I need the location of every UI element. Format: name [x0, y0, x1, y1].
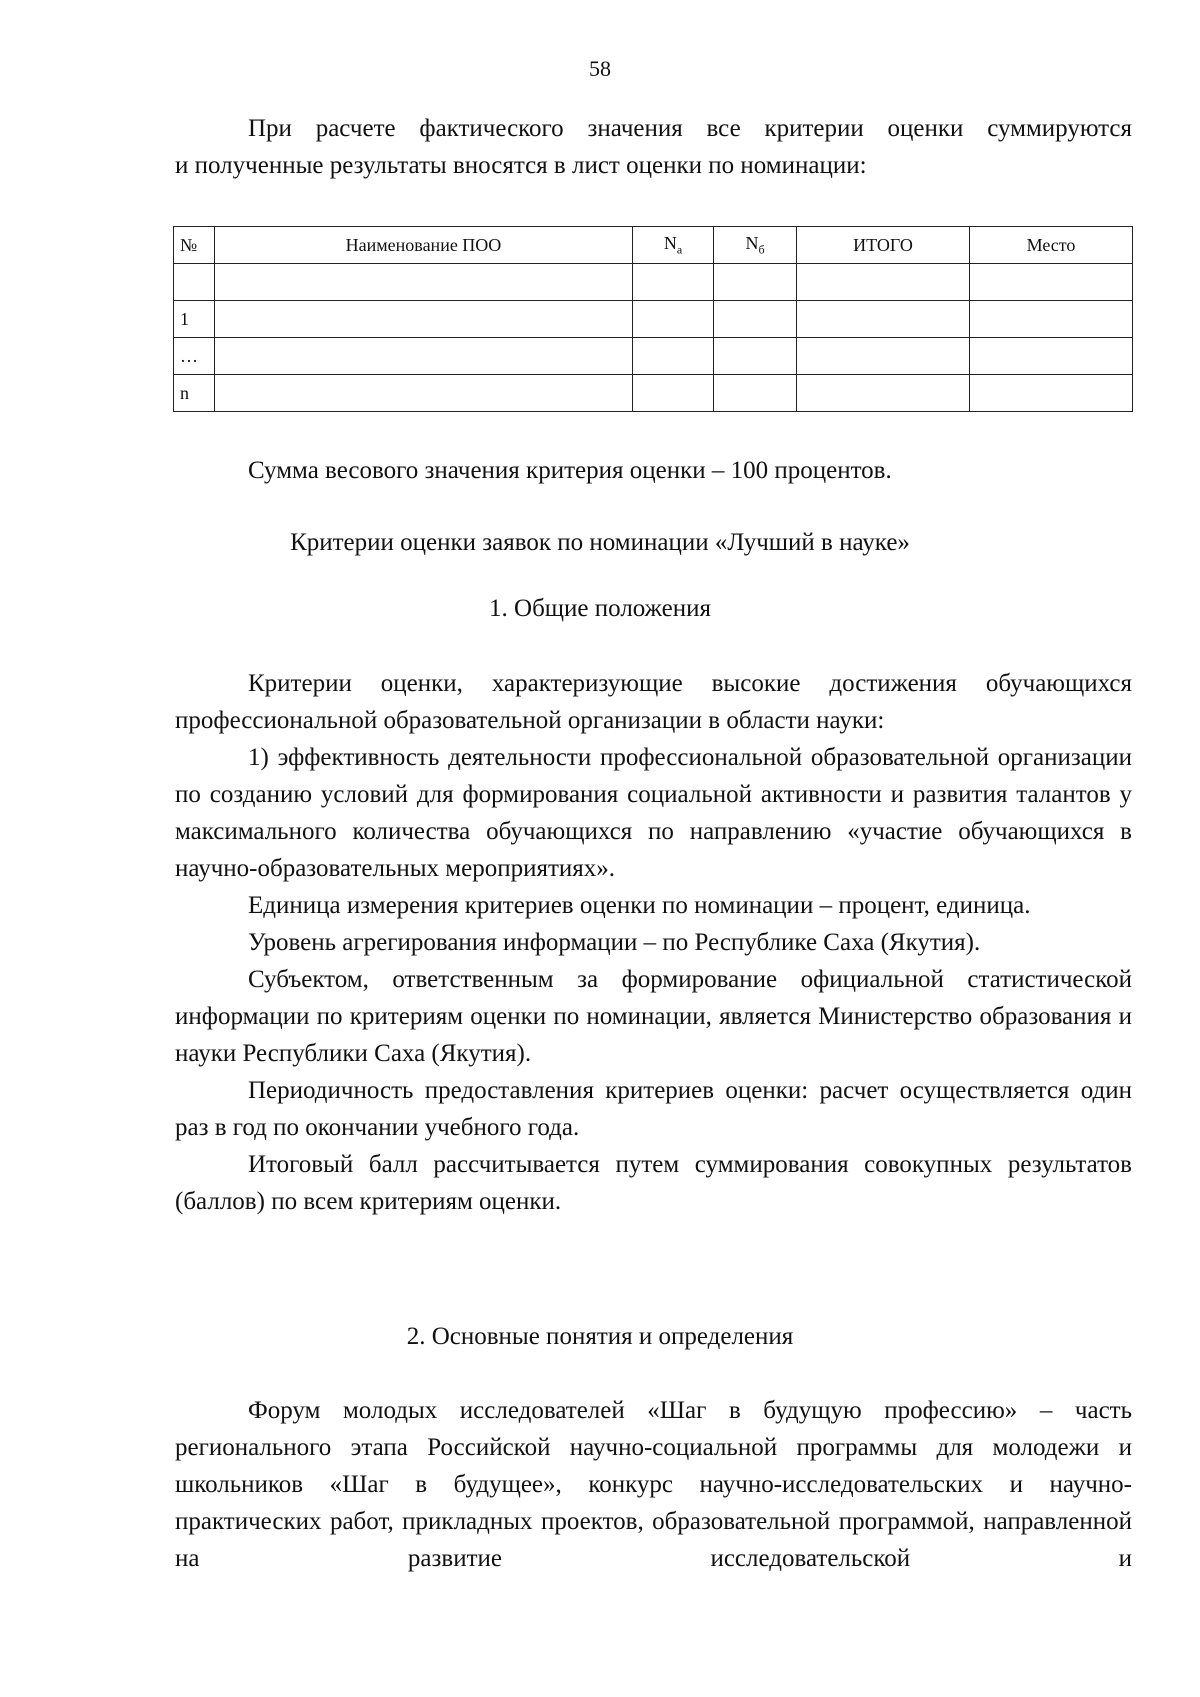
table-cell — [714, 301, 797, 338]
section2-title: 2. Основные понятия и определения — [406, 1323, 794, 1350]
intro-line-1: При расчете фактического значения все критерии оценки суммируются — [248, 115, 1132, 142]
table-row — [174, 301, 1133, 338]
section1-body — [175, 665, 1132, 1220]
table-cell — [970, 338, 1133, 375]
section1-title: 1. Общие положения — [489, 595, 711, 622]
table-cell — [215, 338, 633, 375]
table-cell — [633, 264, 714, 301]
col-header-na: $N_а$ — [633, 227, 714, 264]
criteria-title: Критерии оценки заявок по номинации «Лучший в науке» — [290, 529, 910, 556]
section1-paragraph: Периодичность предоставления критериев оценки: расчет осуществляется один раз в год по окончании учебного года. — [175, 1077, 1132, 1141]
table-cell — [970, 375, 1133, 412]
table-cell — [797, 338, 970, 375]
table-row — [174, 264, 1133, 301]
weight-sum-block — [175, 452, 1132, 489]
table-cell — [970, 264, 1133, 301]
section1-paragraph: 1) эффективность деятельности профессиональной образовательной организации по созданию условий для формирования социальной активности и развития талантов у максимального количества обучающихся по направлению «участие обучающихся в научно-образовательных мероприятиях». — [175, 744, 1132, 882]
table-cell — [714, 375, 797, 412]
table-cell — [633, 301, 714, 338]
section2-body — [175, 1392, 1132, 1577]
table-header-row — [174, 227, 1133, 264]
page-number: 58 — [589, 56, 611, 81]
table-cell — [633, 375, 714, 412]
section1-paragraph: Критерии оценки, характеризующие высокие достижения обучающихся профессиональной образовательной организации в области науки: — [175, 670, 1132, 734]
table-row — [174, 375, 1133, 412]
table-cell: 1 — [174, 301, 215, 338]
table-cell — [797, 375, 970, 412]
col-header-number: № — [174, 227, 215, 264]
intro-text — [175, 110, 1132, 184]
evaluation-table — [173, 226, 1133, 412]
table-cell — [714, 264, 797, 301]
section1-paragraph: Уровень агрегирования информации – по Республике Саха (Якутия). — [248, 929, 981, 956]
table-cell — [633, 338, 714, 375]
table-cell — [970, 301, 1133, 338]
table-cell — [215, 301, 633, 338]
section1-paragraph: Итоговый балл рассчитывается путем суммирования совокупных результатов (баллов) по всем критериям оценки. — [175, 1151, 1132, 1215]
weight-sum-text: Сумма весового значения критерия оценки – 100 процентов. — [248, 457, 892, 484]
col-header-total: ИТОГО — [797, 227, 970, 264]
table-cell: n — [174, 375, 215, 412]
table-cell — [215, 264, 633, 301]
section1-paragraph: Единица измерения критериев оценки по номинации – процент, единица. — [248, 892, 1031, 919]
section2-paragraph: Форум молодых исследователей «Шаг в будущую профессию» – часть регионального этапа Российской научно-социальной программы для молодежи и школьников «Шаг в будущее», конкурс научно-исследовательских и научно-практических работ, прикладных проектов, образовательной программой, направленной на развитие исследовательской и — [175, 1397, 1132, 1572]
intro-line-2: и полученные результаты вносятся в лист оценки по номинации: — [175, 152, 867, 179]
col-header-nb: $N_б$ — [714, 227, 797, 264]
table-row — [174, 338, 1133, 375]
table-cell — [797, 264, 970, 301]
table-cell — [714, 338, 797, 375]
table-cell — [174, 264, 215, 301]
section1-paragraph: Субъектом, ответственным за формирование официальной статистической информации по критериям оценки по номинации, является Министерство образования и науки Республики Саха (Якутия). — [175, 966, 1132, 1067]
table-cell: … — [174, 338, 215, 375]
col-header-place: Место — [970, 227, 1133, 264]
table-cell — [215, 375, 633, 412]
col-header-name: Наименование ПОО — [215, 227, 633, 264]
table-cell — [797, 301, 970, 338]
